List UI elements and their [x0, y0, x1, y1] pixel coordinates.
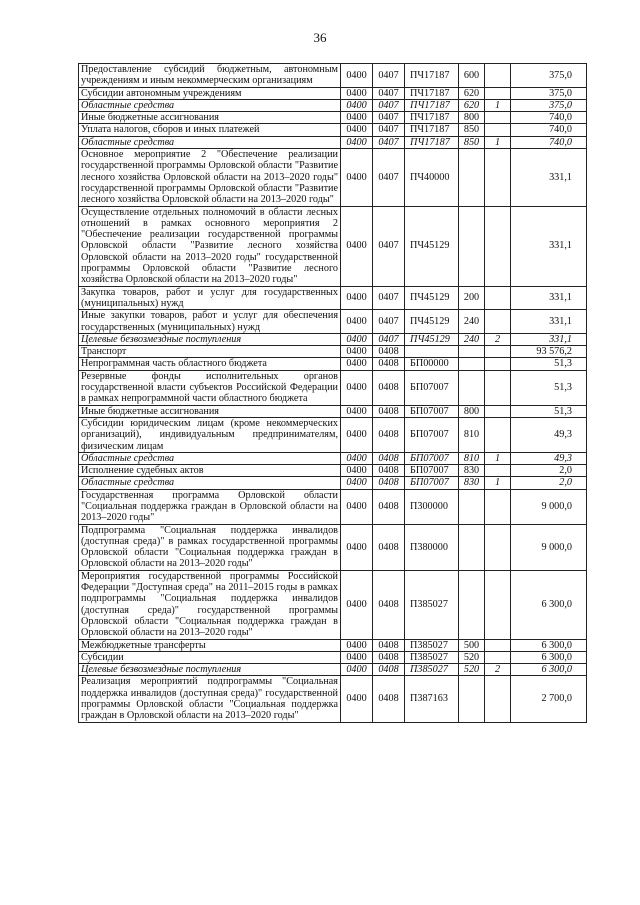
- row-name-cell: Областные средства: [79, 477, 341, 489]
- target-article-cell: [405, 346, 459, 358]
- row-name-cell: Областные средства: [79, 99, 341, 111]
- target-article-cell: БП07007: [405, 405, 459, 417]
- expense-type-cell: 850: [459, 124, 485, 136]
- funding-source-cell: [485, 358, 511, 370]
- row-name-cell: Подпрограмма "Социальная поддержка инвалидов (доступная среда)" в рамках государственной программы Орловской области "Социальная поддержка граждан в Орловской области на 2013–2020 годы": [79, 524, 341, 570]
- amount-cell: 331,1: [511, 286, 587, 310]
- target-article-cell: ПЧ40000: [405, 149, 459, 206]
- amount-cell: 2 700,0: [511, 676, 587, 722]
- row-name-cell: Межбюджетные трансферты: [79, 639, 341, 651]
- subsection-code-cell: 0408: [373, 358, 405, 370]
- target-article-cell: БП07007: [405, 452, 459, 464]
- table-row: [79, 651, 587, 663]
- table-row: [79, 99, 587, 111]
- target-article-cell: ПЧ45129: [405, 286, 459, 310]
- funding-source-cell: [485, 570, 511, 639]
- amount-cell: 51,3: [511, 370, 587, 405]
- subsection-code-cell: 0408: [373, 651, 405, 663]
- table-row: [79, 136, 587, 148]
- subsection-code-cell: 0408: [373, 346, 405, 358]
- row-name-cell: Основное мероприятие 2 "Обеспечение реализации государственной программы Орловской области "Развитие лесного хозяйства Орловской области на 2013–2020 годы" государственной программы Орловской области "Развитие лесного хозяйства Орловской области на 2013–2020 годы": [79, 149, 341, 206]
- expense-type-cell: 600: [459, 64, 485, 88]
- expense-type-cell: 810: [459, 452, 485, 464]
- funding-source-cell: [485, 639, 511, 651]
- amount-cell: 9 000,0: [511, 524, 587, 570]
- row-name-cell: Целевые безвозмездные поступления: [79, 333, 341, 345]
- target-article-cell: ПЧ17187: [405, 64, 459, 88]
- row-name-cell: Субсидии: [79, 651, 341, 663]
- section-code-cell: 0400: [341, 358, 373, 370]
- amount-cell: 6 300,0: [511, 664, 587, 676]
- amount-cell: 2,0: [511, 465, 587, 477]
- subsection-code-cell: 0407: [373, 124, 405, 136]
- row-name-cell: Предоставление субсидий бюджетным, автономным учреждениям и иным некоммерческим организациям: [79, 64, 341, 88]
- expense-type-cell: 520: [459, 664, 485, 676]
- table-row: [79, 417, 587, 452]
- target-article-cell: ПЧ17187: [405, 112, 459, 124]
- amount-cell: 6 300,0: [511, 651, 587, 663]
- funding-source-cell: [485, 370, 511, 405]
- section-code-cell: 0400: [341, 465, 373, 477]
- row-name-cell: Государственная программа Орловской области "Социальная поддержка граждан в Орловской области на 2013–2020 годы": [79, 489, 341, 524]
- funding-source-cell: 1: [485, 477, 511, 489]
- target-article-cell: БП07007: [405, 417, 459, 452]
- row-name-cell: Мероприятия государственной программы Российской Федерации "Доступная среда" на 2011–2015 годы в рамках подпрограммы "Социальная поддержка инвалидов (доступная среда)" государственной программы Орловской области "Социальная поддержка граждан в Орловской области на 2013–2020 годы": [79, 570, 341, 639]
- amount-cell: 93 576,2: [511, 346, 587, 358]
- table-row: [79, 452, 587, 464]
- section-code-cell: 0400: [341, 570, 373, 639]
- row-name-cell: Областные средства: [79, 136, 341, 148]
- funding-source-cell: [485, 651, 511, 663]
- expense-type-cell: 620: [459, 87, 485, 99]
- section-code-cell: 0400: [341, 310, 373, 334]
- section-code-cell: 0400: [341, 417, 373, 452]
- expense-type-cell: 240: [459, 333, 485, 345]
- funding-source-cell: [485, 124, 511, 136]
- section-code-cell: 0400: [341, 136, 373, 148]
- target-article-cell: П385027: [405, 664, 459, 676]
- row-name-cell: Закупка товаров, работ и услуг для государственных (муниципальных) нужд: [79, 286, 341, 310]
- expense-type-cell: [459, 370, 485, 405]
- table-row: [79, 64, 587, 88]
- target-article-cell: БП00000: [405, 358, 459, 370]
- section-code-cell: 0400: [341, 346, 373, 358]
- subsection-code-cell: 0408: [373, 452, 405, 464]
- section-code-cell: 0400: [341, 124, 373, 136]
- row-name-cell: Субсидии юридическим лицам (кроме некоммерческих организаций), индивидуальным предпринимателям, физическим лицам: [79, 417, 341, 452]
- subsection-code-cell: 0408: [373, 405, 405, 417]
- section-code-cell: 0400: [341, 477, 373, 489]
- expense-type-cell: [459, 358, 485, 370]
- table-row: [79, 124, 587, 136]
- amount-cell: 2,0: [511, 477, 587, 489]
- amount-cell: 740,0: [511, 136, 587, 148]
- subsection-code-cell: 0407: [373, 99, 405, 111]
- row-name-cell: Осуществление отдельных полномочий в области лесных отношений в рамках основного мероприятия 2 "Обеспечение реализации государственной программы Орловской области "Развитие лесного хозяйства Орловской области на 2013–2020 годы" государственной программы Орловской области "Развитие лесного хозяйства Орловской области на 2013–2020 годы": [79, 206, 341, 286]
- funding-source-cell: [485, 286, 511, 310]
- table-row: [79, 405, 587, 417]
- table-row: [79, 206, 587, 286]
- row-name-cell: Уплата налогов, сборов и иных платежей: [79, 124, 341, 136]
- section-code-cell: 0400: [341, 676, 373, 722]
- subsection-code-cell: 0408: [373, 477, 405, 489]
- target-article-cell: БП07007: [405, 370, 459, 405]
- target-article-cell: БП07007: [405, 465, 459, 477]
- funding-source-cell: [485, 112, 511, 124]
- subsection-code-cell: 0408: [373, 370, 405, 405]
- target-article-cell: П385027: [405, 651, 459, 663]
- section-code-cell: 0400: [341, 99, 373, 111]
- amount-cell: 49,3: [511, 452, 587, 464]
- expense-type-cell: [459, 570, 485, 639]
- expense-type-cell: [459, 206, 485, 286]
- funding-source-cell: 1: [485, 99, 511, 111]
- section-code-cell: 0400: [341, 639, 373, 651]
- section-code-cell: 0400: [341, 286, 373, 310]
- funding-source-cell: 2: [485, 664, 511, 676]
- funding-source-cell: [485, 149, 511, 206]
- subsection-code-cell: 0407: [373, 112, 405, 124]
- target-article-cell: ПЧ17187: [405, 124, 459, 136]
- subsection-code-cell: 0407: [373, 310, 405, 334]
- table-row: [79, 524, 587, 570]
- table-row: [79, 149, 587, 206]
- subsection-code-cell: 0407: [373, 286, 405, 310]
- funding-source-cell: [485, 489, 511, 524]
- expense-type-cell: 620: [459, 99, 485, 111]
- expense-type-cell: 850: [459, 136, 485, 148]
- target-article-cell: П380000: [405, 524, 459, 570]
- target-article-cell: П300000: [405, 489, 459, 524]
- section-code-cell: 0400: [341, 206, 373, 286]
- page-number: 36: [313, 30, 327, 45]
- subsection-code-cell: 0408: [373, 664, 405, 676]
- expense-type-cell: 200: [459, 286, 485, 310]
- budget-table: [78, 63, 587, 723]
- row-name-cell: Иные закупки товаров, работ и услуг для обеспечения государственных (муниципальных) нужд: [79, 310, 341, 334]
- funding-source-cell: [485, 465, 511, 477]
- section-code-cell: 0400: [341, 664, 373, 676]
- amount-cell: 375,0: [511, 99, 587, 111]
- section-code-cell: 0400: [341, 149, 373, 206]
- expense-type-cell: [459, 149, 485, 206]
- amount-cell: 331,1: [511, 206, 587, 286]
- target-article-cell: ПЧ17187: [405, 136, 459, 148]
- table-row: [79, 346, 587, 358]
- expense-type-cell: 830: [459, 465, 485, 477]
- expense-type-cell: 800: [459, 405, 485, 417]
- row-name-cell: Исполнение судебных актов: [79, 465, 341, 477]
- target-article-cell: П385027: [405, 570, 459, 639]
- amount-cell: 49,3: [511, 417, 587, 452]
- subsection-code-cell: 0407: [373, 64, 405, 88]
- expense-type-cell: [459, 524, 485, 570]
- amount-cell: 331,1: [511, 149, 587, 206]
- funding-source-cell: [485, 87, 511, 99]
- row-name-cell: Субсидии автономным учреждениям: [79, 87, 341, 99]
- funding-source-cell: [485, 417, 511, 452]
- amount-cell: 6 300,0: [511, 639, 587, 651]
- subsection-code-cell: 0408: [373, 465, 405, 477]
- section-code-cell: 0400: [341, 405, 373, 417]
- subsection-code-cell: 0408: [373, 570, 405, 639]
- target-article-cell: П385027: [405, 639, 459, 651]
- table-row: [79, 333, 587, 345]
- subsection-code-cell: 0408: [373, 676, 405, 722]
- table-row: [79, 477, 587, 489]
- table-row: [79, 370, 587, 405]
- table-row: [79, 489, 587, 524]
- subsection-code-cell: 0408: [373, 489, 405, 524]
- amount-cell: 9 000,0: [511, 489, 587, 524]
- amount-cell: 331,1: [511, 310, 587, 334]
- row-name-cell: Непрограммная часть областного бюджета: [79, 358, 341, 370]
- table-row: [79, 570, 587, 639]
- amount-cell: 740,0: [511, 112, 587, 124]
- funding-source-cell: [485, 310, 511, 334]
- subsection-code-cell: 0408: [373, 639, 405, 651]
- funding-source-cell: [485, 64, 511, 88]
- row-name-cell: Целевые безвозмездные поступления: [79, 664, 341, 676]
- table-row: [79, 112, 587, 124]
- section-code-cell: 0400: [341, 112, 373, 124]
- table-row: [79, 676, 587, 722]
- expense-type-cell: 830: [459, 477, 485, 489]
- table-row: [79, 465, 587, 477]
- funding-source-cell: [485, 346, 511, 358]
- amount-cell: 375,0: [511, 64, 587, 88]
- section-code-cell: 0400: [341, 489, 373, 524]
- funding-source-cell: 1: [485, 136, 511, 148]
- subsection-code-cell: 0407: [373, 136, 405, 148]
- amount-cell: 51,3: [511, 405, 587, 417]
- table-row: [79, 286, 587, 310]
- target-article-cell: ПЧ17187: [405, 87, 459, 99]
- target-article-cell: ПЧ45129: [405, 310, 459, 334]
- section-code-cell: 0400: [341, 64, 373, 88]
- section-code-cell: 0400: [341, 87, 373, 99]
- funding-source-cell: [485, 524, 511, 570]
- subsection-code-cell: 0407: [373, 149, 405, 206]
- row-name-cell: Резервные фонды исполнительных органов государственной власти субъектов Российской Федерации в рамках непрограммной части областного бюджета: [79, 370, 341, 405]
- funding-source-cell: 1: [485, 452, 511, 464]
- expense-type-cell: [459, 676, 485, 722]
- expense-type-cell: 800: [459, 112, 485, 124]
- expense-type-cell: [459, 346, 485, 358]
- section-code-cell: 0400: [341, 524, 373, 570]
- amount-cell: 6 300,0: [511, 570, 587, 639]
- target-article-cell: ПЧ45129: [405, 206, 459, 286]
- expense-type-cell: 240: [459, 310, 485, 334]
- table-row: [79, 639, 587, 651]
- subsection-code-cell: 0407: [373, 206, 405, 286]
- section-code-cell: 0400: [341, 651, 373, 663]
- row-name-cell: Иные бюджетные ассигнования: [79, 405, 341, 417]
- subsection-code-cell: 0407: [373, 333, 405, 345]
- subsection-code-cell: 0407: [373, 87, 405, 99]
- funding-source-cell: [485, 676, 511, 722]
- table-row: [79, 87, 587, 99]
- funding-source-cell: [485, 206, 511, 286]
- table-row: [79, 358, 587, 370]
- section-code-cell: 0400: [341, 333, 373, 345]
- amount-cell: 740,0: [511, 124, 587, 136]
- expense-type-cell: [459, 489, 485, 524]
- table-row: [79, 664, 587, 676]
- subsection-code-cell: 0408: [373, 417, 405, 452]
- section-code-cell: 0400: [341, 370, 373, 405]
- amount-cell: 331,1: [511, 333, 587, 345]
- target-article-cell: БП07007: [405, 477, 459, 489]
- row-name-cell: Областные средства: [79, 452, 341, 464]
- table-row: [79, 310, 587, 334]
- expense-type-cell: 500: [459, 639, 485, 651]
- row-name-cell: Иные бюджетные ассигнования: [79, 112, 341, 124]
- target-article-cell: П387163: [405, 676, 459, 722]
- target-article-cell: ПЧ17187: [405, 99, 459, 111]
- section-code-cell: 0400: [341, 452, 373, 464]
- row-name-cell: Реализация мероприятий подпрограммы "Социальная поддержка инвалидов (доступная среда)" государственной программы Орловской области "Социальная поддержка граждан в Орловской области на 2013–2020 годы": [79, 676, 341, 722]
- expense-type-cell: 810: [459, 417, 485, 452]
- funding-source-cell: [485, 405, 511, 417]
- expense-type-cell: 520: [459, 651, 485, 663]
- subsection-code-cell: 0408: [373, 524, 405, 570]
- funding-source-cell: 2: [485, 333, 511, 345]
- row-name-cell: Транспорт: [79, 346, 341, 358]
- target-article-cell: ПЧ45129: [405, 333, 459, 345]
- amount-cell: 51,3: [511, 358, 587, 370]
- amount-cell: 375,0: [511, 87, 587, 99]
